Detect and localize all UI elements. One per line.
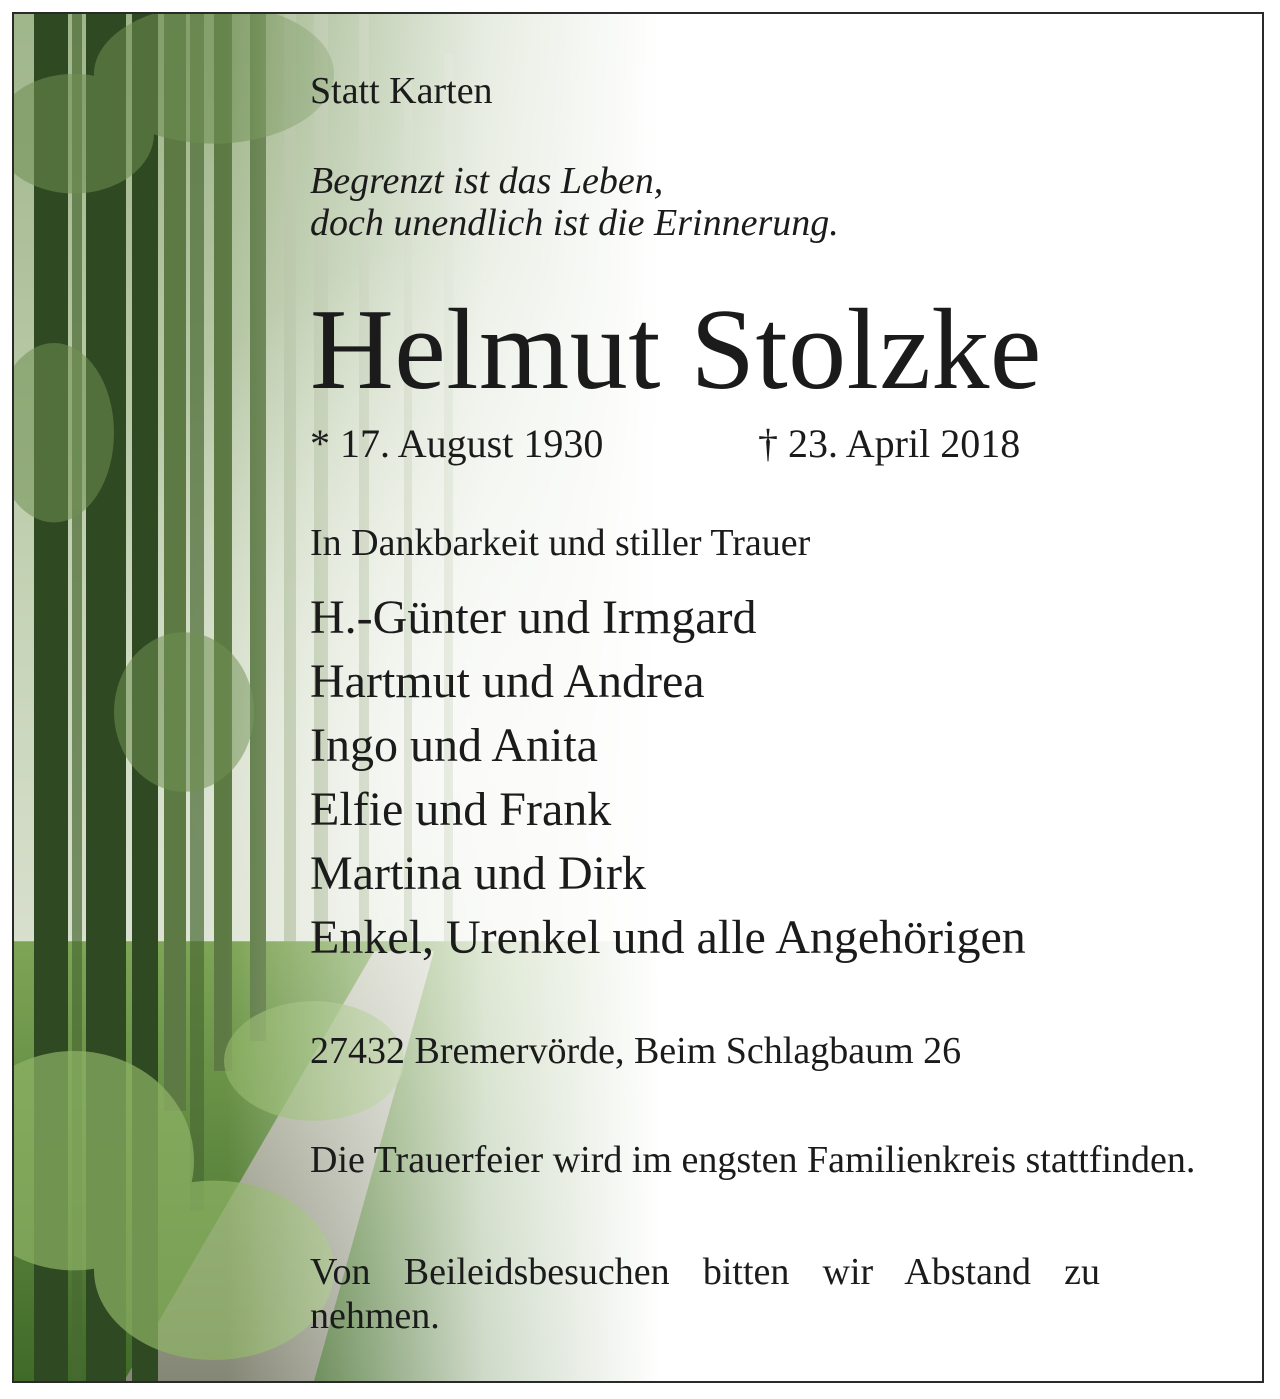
motto-line-2: doch unendlich ist die Erinnerung. [310,202,839,244]
obituary-frame [12,12,1264,1383]
family-line: Enkel, Urenkel und alle Angehörigen [310,911,1026,964]
mourning-line: In Dankbarkeit und stiller Trauer [310,522,811,564]
family-line: Elfie und Frank [310,783,612,836]
family-line: Martina und Dirk [310,847,646,900]
death-date: † 23. April 2018 [758,421,1021,466]
condolence-notice: Von Beileidsbesuchen bitten wir Abstand zu nehmen. [310,1251,1100,1337]
statt-karten-label: Statt Karten [310,70,493,112]
family-line: Hartmut und Andrea [310,655,705,708]
funeral-notice: Die Trauerfeier wird im engsten Familienkreis stattfinden. [310,1139,1196,1181]
address: 27432 Bremervörde, Beim Schlagbaum 26 [310,1030,962,1072]
family-line: H.-Günter und Irmgard [310,591,757,644]
motto-line-1: Begrenzt ist das Leben, [310,160,664,202]
birth-date: * 17. August 1930 [310,421,604,466]
family-line: Ingo und Anita [310,719,598,772]
deceased-name: Helmut Stolzke [310,286,1042,414]
